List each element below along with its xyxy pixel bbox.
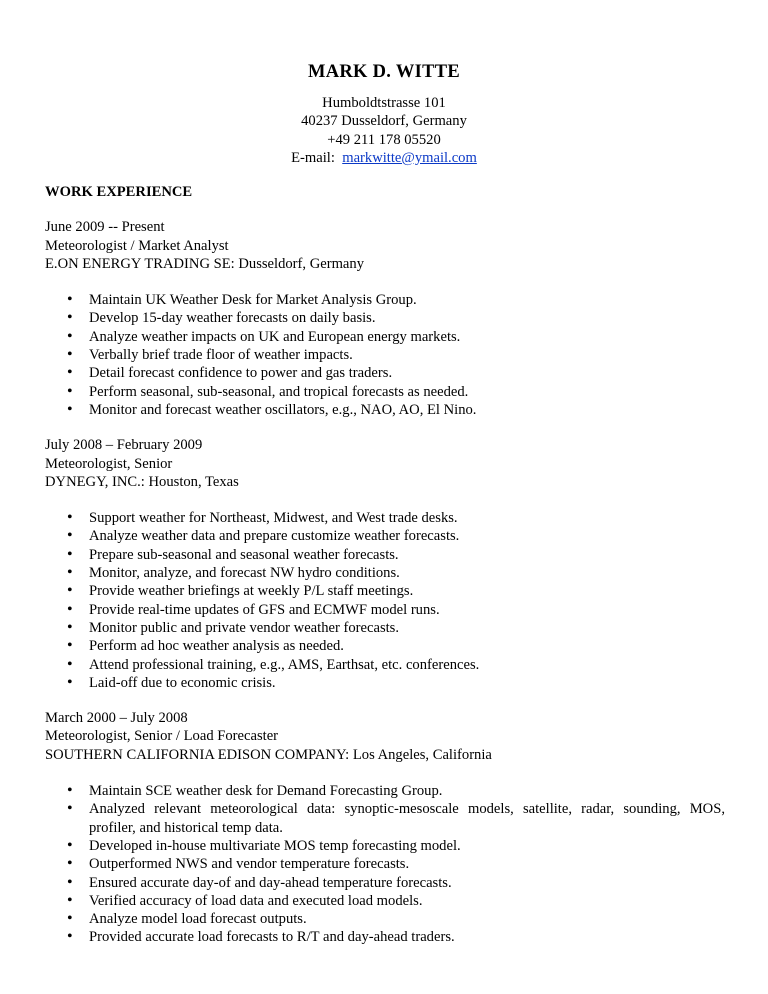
- duty-item: • Attend professional training, e.g., AMS, Earthsat, etc. conferences.: [45, 656, 725, 674]
- job-title: Meteorologist, Senior: [45, 455, 173, 472]
- duty-item: • Laid-off due to economic crisis.: [45, 674, 725, 692]
- duty-item: • Perform ad hoc weather analysis as needed.: [45, 637, 725, 655]
- email-line: [0, 149, 768, 167]
- email-link[interactable]: markwitte@ymail.com: [342, 149, 477, 166]
- duty-item: • Maintain UK Weather Desk for Market Analysis Group.: [45, 291, 725, 309]
- email-label: E-mail:: [291, 149, 335, 166]
- duty-item: • Analyze weather data and prepare customize weather forecasts.: [45, 527, 725, 545]
- duty-item: • Develop 15-day weather forecasts on daily basis.: [45, 309, 725, 327]
- street-address: Humboldtstrasse 101: [322, 95, 446, 111]
- job-employer: SOUTHERN CALIFORNIA EDISON COMPANY: Los Angeles, California: [45, 746, 492, 763]
- job-title: Meteorologist / Market Analyst: [45, 237, 229, 254]
- job-duties-list: [45, 291, 725, 419]
- duty-item: • Provided accurate load forecasts to R/T and day-ahead traders.: [45, 928, 725, 946]
- city-address: 40237 Dusseldorf, Germany: [301, 113, 467, 130]
- job-entry: [45, 709, 725, 947]
- duty-item: • Support weather for Northeast, Midwest, and West trade desks.: [45, 509, 725, 527]
- job-title: Meteorologist, Senior / Load Forecaster: [45, 728, 279, 745]
- duty-item: • Verbally brief trade floor of weather impacts.: [45, 346, 725, 364]
- duty-item: • Analyze weather impacts on UK and European energy markets.: [45, 328, 725, 346]
- job-entry: [45, 436, 725, 692]
- job-entry: [45, 218, 725, 419]
- job-duties-list: [45, 509, 725, 692]
- duty-item: • Provide real-time updates of GFS and ECMWF model runs.: [45, 601, 725, 619]
- duty-item: • Prepare sub-seasonal and seasonal weather forecasts.: [45, 546, 725, 564]
- job-employer: E.ON ENERGY TRADING SE: Dusseldorf, Germany: [45, 255, 364, 272]
- job-dates: March 2000 – July 2008: [45, 710, 188, 727]
- section-title-work-experience: WORK EXPERIENCE: [45, 184, 193, 200]
- duty-item: • Ensured accurate day-of and day-ahead temperature forecasts.: [45, 874, 725, 892]
- job-dates: July 2008 – February 2009: [45, 437, 203, 454]
- duty-item: • Detail forecast confidence to power and gas traders.: [45, 364, 725, 382]
- job-employer: DYNEGY, INC.: Houston, Texas: [45, 473, 239, 490]
- resume-header: [0, 60, 768, 167]
- duty-item: • Outperformed NWS and vendor temperature forecasts.: [45, 855, 725, 873]
- applicant-name: MARK D. WITTE: [307, 62, 461, 82]
- duty-item: • Provide weather briefings at weekly P/L staff meetings.: [45, 582, 725, 600]
- job-dates: June 2009 -- Present: [45, 219, 165, 236]
- duty-item: • Maintain SCE weather desk for Demand Forecasting Group.: [45, 782, 725, 800]
- duty-item: • Verified accuracy of load data and executed load models.: [45, 892, 725, 910]
- phone-number: +49 211 178 05520: [327, 131, 441, 148]
- duty-item: • Analyze model load forecast outputs.: [45, 910, 725, 928]
- duty-item: • Developed in-house multivariate MOS temp forecasting model.: [45, 837, 725, 855]
- resume-body: [45, 183, 725, 964]
- duty-item: • Monitor public and private vendor weather forecasts.: [45, 619, 725, 637]
- duty-item: • Perform seasonal, sub-seasonal, and tropical forecasts as needed.: [45, 383, 725, 401]
- duty-item: • Monitor, analyze, and forecast NW hydro conditions.: [45, 564, 725, 582]
- duty-item: • Monitor and forecast weather oscillators, e.g., NAO, AO, El Nino.: [45, 401, 725, 419]
- duty-item: • Analyzed relevant meteorological data: synoptic-mesoscale models, satellite, radar, sounding, MOS, profiler, and historical temp data.: [45, 800, 725, 837]
- job-duties-list: [45, 782, 725, 947]
